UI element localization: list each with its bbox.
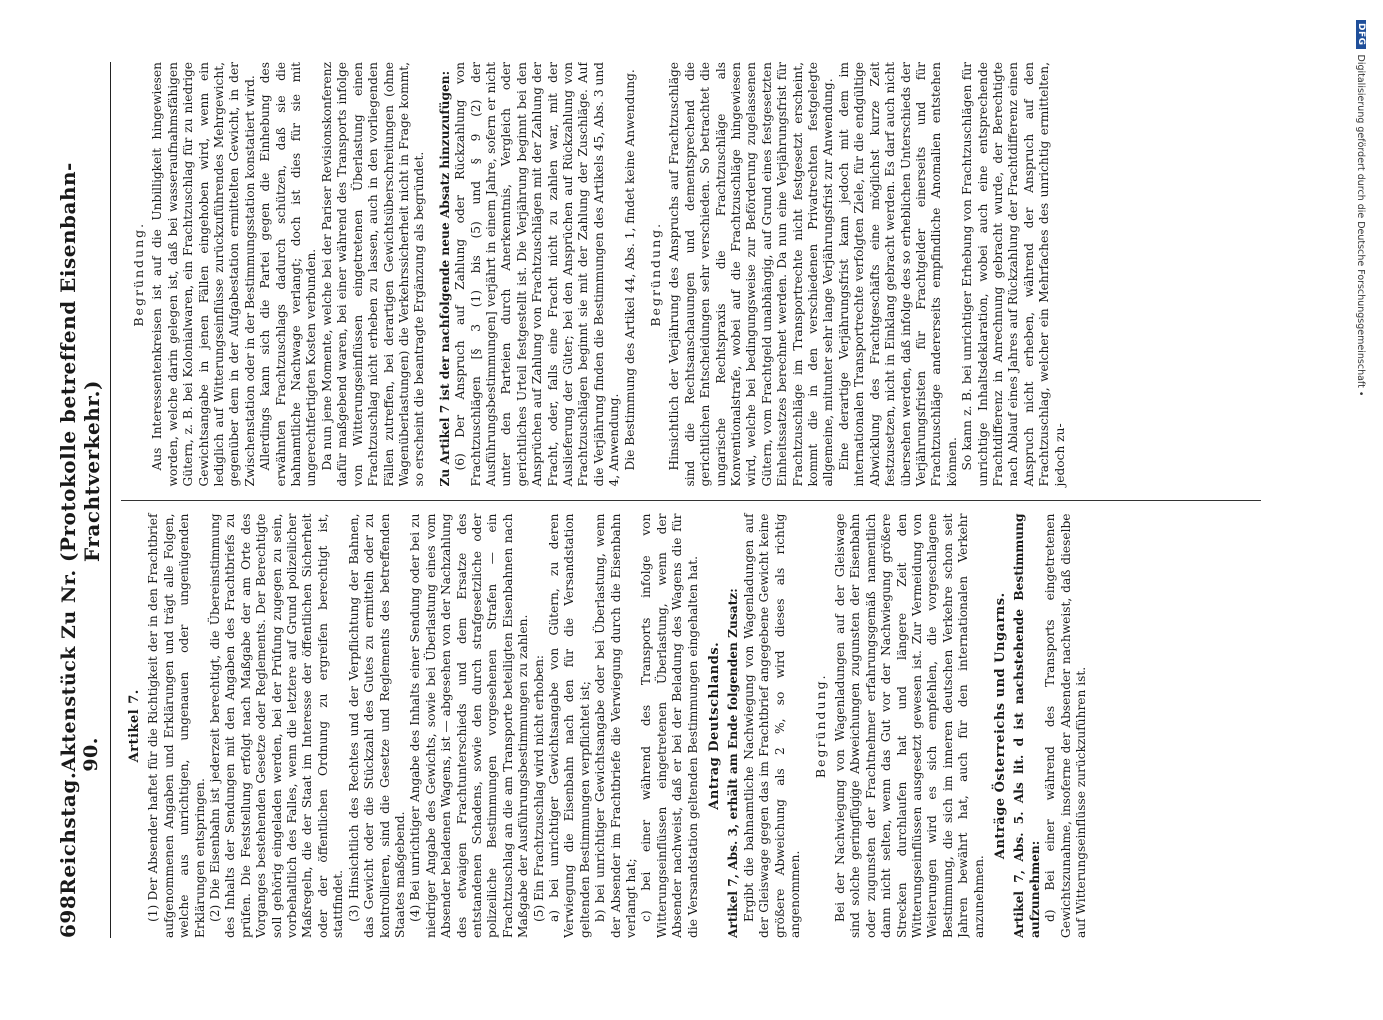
absatz-6: (6) Der Anspruch auf Zahlung oder Rückzahlung von Frachtzuschlägen [§ 3 (1) bis (5) und § 9 (2) der Ausführungsbestimmungen] verjährt in einem Jahre, sofern er nicht unter den Parteien durch Anerkenntnis, Vergleich oder gerichtliches Urteil festgestellt ist. Die Verjährung beginnt bei den Ansprüchen auf Zahlung von Frachtzuschlägen mit der Zahlung der Fracht, oder, falls eine Fracht nicht zu zahlen war, mit der Auslieferung der Güter; bei den Ansprüchen auf Rückzahlung von Frachtzuschlägen beginnt sie mit der Zahlung der Zuschläge. Auf die Verjährung finden die Bestimmungen des Artikels 45, Abs. 3 und 4, Anwendung. bbox=[453, 62, 622, 487]
header-left: Reichstag. bbox=[56, 771, 80, 895]
begruendung-text: Bei der Nachwiegung von Wagenladungen auf der Gleiswage sind solche geringfügige Abweichungen zugunsten der Eisenbahn oder zugunsten der Frachtnehmer erfahrungsgemäß namentlich dann nicht selten, wenn das Gut vor der Nachwiegung größere Strecken durchlaufen hat und längere Zeit den Witterungseinflüssen ausgesetzt gewesen ist. Zur Vermeidung von Weiterungen wird es sich empfehlen, die vorgeschlagene Bestimmung, die sich im inneren deutschen Verkehre schon seit Jahren bewährt hat, auch für den internationalen Verkehr anzunehmen. bbox=[832, 513, 986, 938]
antrag-de-heading: Antrag Deutschlands. bbox=[707, 641, 723, 810]
right2-paragraph-1: Hinsichtlich der Verjährung des Anspruchs auf Frachtzuschläge sind die Rechtsanschauungen und dementsprechend die gerichtlichen Entscheidungen sehr verschieden. So betrachtet die ungarische Rechtspraxis die Frachtzuschläge als Konventionalstrafe, wobei auf die Frachtzuschläge hingewiesen wird, welche bei bedingungsweise zur Beförderung zugelassenen Gütern, vom Frachtgeld unabhängig, auf Grund eines festgesetzten Einheitssatzes berechnet werden. Da nun eine Verjährungsfrist für Frachtzuschläge im Transportrechte nicht festgesetzt erscheint, kommt die in den verschiedenen Privatrechten festgelegte allgemeine, mitunter sehr lange Verjährungsfrist zur Anwendung. bbox=[667, 62, 836, 487]
antraege-at-hu-text: d) Bei einer während des Transports eingetretenen Gewichtszunahme, insoferne der Absender nachweist, daß dieselbe auf Witterungseinflüsse zurückzuführen ist. bbox=[1043, 513, 1088, 938]
antraege-at-hu-heading: Anträge Österreichs und Ungarns. bbox=[992, 592, 1008, 860]
right-paragraph-1: Aus Interessentenkreisen ist auf die Unbilligkeit hingewiesen worden, welche darin gelegen ist, daß bei wasseraufnahmsfähigen Gütern, z. B. bei Kolonialwaren, ein Frachtzuschlag für zu niedrige Gewichtsangabe in jenen Fällen eingehoben wird, wenn ein lediglich auf Witterungseinflüsse zurückzuführendes Mehrgewicht, gegenüber dem in der Aufgabestation ermittelten Gewicht, in der Zwischenstation oder in der Bestimmungsstation konstatiert wird. bbox=[150, 62, 257, 487]
antrag-de-line: Artikel 7, Abs. 3, erhält am Ende folgenden Zusatz: bbox=[726, 588, 741, 938]
left-column bbox=[121, 501, 1261, 939]
right-begruendung-label: Begründung. bbox=[131, 221, 146, 327]
antrag-de-text: Ergibt die bahnamtliche Nachwiegung von Wagenladungen auf der Gleiswage gegen das im Frachtbrief angegebene Gewicht keine größere Abweichung als 2 %, so wird dieses als richtig angenommen. bbox=[741, 513, 803, 938]
paragraph-4: (4) Bei unrichtiger Angabe des Inhalts einer Sendung oder bei zu niedriger Angabe des Gewichts, sowie bei Überlastung eines vom Absender beladenen Wagens, ist — abgesehen von der Nachzahlung des etwaigen Frachtunterschieds und dem Ersatze des entstandenen Schadens, sowie den durch strafgesetzliche oder polizeiliche Bestimmungen vorgesehenen Strafen — ein Frachtzuschlag an die am Transporte beteiligten Eisenbahnen nach Maßgabe der Ausführungsbestimmungen zu zahlen. bbox=[408, 513, 531, 938]
credit-text: Digitalisierung gefördert durch die Deutsche Forschungsgemeinschaft • bbox=[1355, 54, 1367, 397]
paragraph-5: (5) Ein Frachtzuschlag wird nicht erhoben: bbox=[531, 654, 546, 922]
item-b: b) bei unrichtiger Gewichtsangabe oder bei Überlastung, wenn der Absender im Frachtbriefe die Verwiegung durch die Eisenbahn verlangt hat; bbox=[593, 513, 638, 938]
right-paragraph-2: Allerdings kann sich die Partei gegen die Einhebung des erwähnten Frachtzuschlags dadurch schützen, daß sie die bahnamtliche Nachwage verlangt; doch ist dies für sie mit ungerechtfertigten Kosten verbunden. bbox=[258, 62, 319, 487]
header-title: Aktenstück Zu Nr. 90. bbox=[58, 569, 102, 772]
zu-artikel-line: Zu Artikel 7 ist der nachfolgende neue Absatz hinzuzufügen: bbox=[437, 70, 452, 487]
begruendung-label: Begründung. bbox=[813, 673, 829, 779]
right-column bbox=[121, 62, 1261, 501]
item-a: a) bei unrichtiger Gewichtsangabe von Gütern, zu deren Verwiegung die Eisenbahn nach den für die Versandstation geltenden Bestimmungen verpflichtet ist; bbox=[546, 513, 592, 938]
paragraph-1: (1) Der Absender haftet für die Richtigkeit der in den Frachtbrief aufgenommenen Angaben und Erklärungen und trägt alle Folgen, welche aus unrichtigen, ungenauen oder ungenügenden Erklärungen entspringen. bbox=[146, 513, 207, 938]
paragraph-2: (2) Die Eisenbahn ist jederzeit berechtigt, die Übereinstimmung des Inhalts der Sendungen mit den Angaben des Frachtbriefs zu prüfen. Die Feststellung erfolgt nach Maßgabe der am Orte des Vorganges bestehenden Gesetze oder Reglements. Der Berechtigte soll gehörig eingeladen werden, bei der Prüfung zugegen zu sein, vorbehaltlich des Falles, wenn die letztere auf Grund polizeilicher Maßregeln, die der Staat im Interesse der öffentlichen Sicherheit oder der öffentlichen Ordnung zu ergreifen berechtigt ist, stattfindet. bbox=[208, 513, 346, 938]
absatz-6-tail: Die Bestimmung des Artikel 44, Abs. 1, findet keine Anwendung. bbox=[622, 69, 637, 471]
header-subtitle: (Protokolle betreffend Eisenbahn-Frachtverkehr.) bbox=[56, 162, 104, 563]
artikel-heading: Artikel 7. bbox=[127, 689, 142, 763]
paragraph-3: (3) Hinsichtlich des Rechtes und der Verpflichtung der Bahnen, das Gewicht oder die Stückzahl des Gutes zu ermitteln oder zu kontrollieren, sind die Gesetze und Reglements des betreffenden Staates maßgebend. bbox=[346, 513, 407, 938]
page-number: 698 bbox=[56, 894, 80, 938]
dfg-logo: DFG bbox=[1356, 20, 1366, 49]
credit-strip bbox=[1349, 20, 1373, 1020]
digitization-credit bbox=[1353, 0, 1377, 1000]
page-header bbox=[56, 62, 111, 938]
right2-paragraph-2: Eine derartige Verjährungsfrist kann jedoch mit dem im internationalen Transportrechte verfolgten Ziele, für die endgültige Abwicklung des Frachtgeschäfts eine möglichst kurze Zeit festzusetzen, nicht in Einklang gebracht werden. Es darf auch nicht übersehen werden, daß infolge des so erheblichen Unterschieds der Verjährungsfristen für Frachtgelder einerseits und für Frachtzuschläge andererseits empfindliche Anomalien entstehen können. bbox=[836, 62, 959, 487]
right-paragraph-3: Da nun jene Momente, welche bei der Pariser Revisionskonferenz dafür maßgebend waren, bei einer während des Transports infolge von Witterungseinflüssen eingetretenen Überlastung einen Frachtzuschlag nicht erheben zu lassen, auch in den vorliegenden Fällen zutreffen, bei derartigen Gewichtsüberschreitungen (ohne Wagenüberlastungen) die Verkehrssicherheit nicht in Frage kommt, so erscheint die beantragte Ergänzung als begründet. bbox=[319, 62, 427, 487]
right-begruendung-label-2: Begründung. bbox=[648, 221, 663, 327]
columns bbox=[121, 62, 1261, 938]
item-c: c) bei einer während des Transports infolge von Witterungseinflüssen eingetretenen Überlastung, wenn der Absender nachweist, daß er bei der Beladung des Wagens die für die Versandstation geltenden Bestimmungen eingehalten hat. bbox=[639, 513, 700, 938]
right2-paragraph-3: So kann z. B. bei unrichtiger Erhebung von Frachtzuschlägen für unrichtige Inhaltsdeklaration, wobei auch eine entsprechende Frachtdifferenz in Anrechnung gebracht wurde, der Berechtigte nach Ablauf eines Jahres auf Rückzahlung der Frachtdifferenz einen Anspruch nicht erheben, während der Anspruch auf den Frachtzuschlag, welcher ein Mehrfaches des unrichtig ermittelten, jedoch zu- bbox=[960, 62, 1067, 487]
antraege-at-hu-line: Artikel 7, Abs. 5. Als lit. d ist nachstehende Bestimmung aufzunehmen: bbox=[1012, 513, 1042, 938]
